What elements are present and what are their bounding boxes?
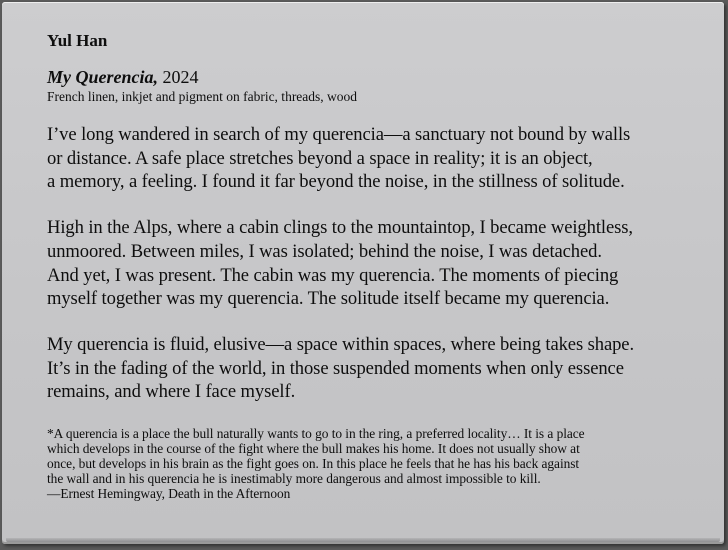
footnote-attribution: —Ernest Hemingway, Death in the Afternoon [47, 486, 291, 502]
artwork-materials: French linen, inkjet and pigment on fabric, threads, wood [47, 89, 358, 104]
footnote-line: *A querencia is a place the bull naturally wants to go to in the ring, a preferred locality… It is a place [47, 426, 585, 442]
artwork-title: My Querencia, [47, 67, 158, 87]
statement-line: I’ve long wandered in search of my querencia—a sanctuary not bound by walls [47, 124, 631, 145]
footnote-line: which develops in the course of the fight where the bull makes his home. It does not usually show at [47, 441, 580, 457]
statement-line: And yet, I was present. The cabin was my querencia. The moments of piecing [47, 264, 619, 286]
statement-paragraph-2 [47, 216, 707, 311]
statement-line: unmoored. Between miles, I was isolated; behind the noise, I was detached. [47, 240, 602, 262]
artist-name: Yul Han [47, 31, 108, 50]
hemingway-footnote [47, 426, 707, 501]
statement-line: or distance. A safe place stretches beyond a space in reality; it is an object, [47, 147, 593, 169]
statement-line: It’s in the fading of the world, in those suspended moments when only essence [47, 357, 624, 379]
statement-paragraph-1 [47, 123, 707, 194]
statement-line: a memory, a feeling. I found it far beyond the noise, in the stillness of solitude. [47, 171, 625, 193]
artwork-title-line [47, 66, 707, 88]
statement-line: My querencia is fluid, elusive—a space within spaces, where being takes shape. [47, 333, 635, 355]
statement-paragraph-3 [47, 333, 707, 404]
label-text-block [47, 30, 707, 501]
artwork-year: 2024 [158, 67, 199, 87]
statement-line: remains, and where I face myself. [47, 381, 296, 403]
footnote-line: once, but develops in his brain as the fight goes on. In this place he feels that he has his back against [47, 456, 580, 472]
statement-line: myself together was my querencia. The solitude itself became my querencia. [47, 288, 610, 310]
statement-line: High in the Alps, where a cabin clings to the mountaintop, I became weightless, [47, 217, 633, 239]
footnote-line: the wall and in his querencia he is inestimably more dangerous and almost impossible to kill. [47, 471, 541, 487]
wall-label-card [2, 2, 724, 544]
